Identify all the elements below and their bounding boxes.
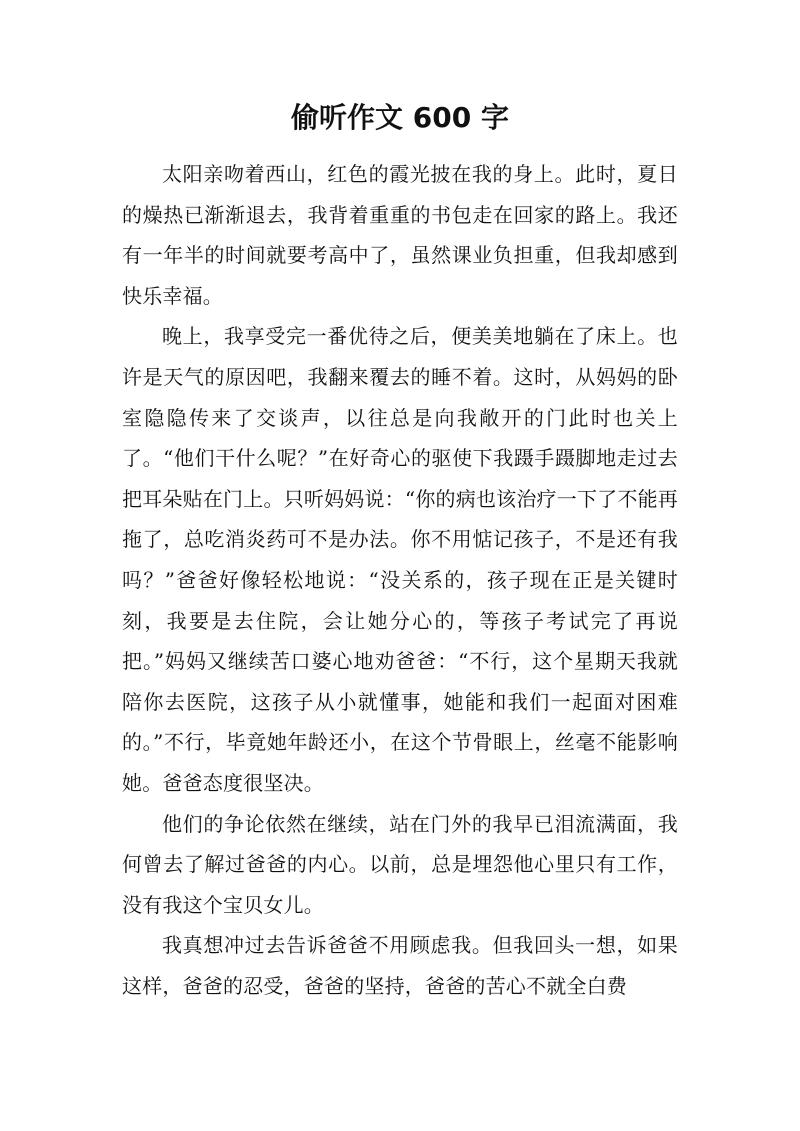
paragraph-1: 太阳亲吻着西山，红色的霞光披在我的身上。此时，夏日的燥热已渐渐退去，我背着重重的书包走在回家的路上。我还有一年半的时间就要考高中了，虽然课业负担重，但我却感到快乐幸福。 — [122, 162, 678, 308]
paragraph-2: 晚上，我享受完一番优待之后，便美美地躺在了床上。也许是天气的原因吧，我翻来覆去的睡不着。这时，从妈妈的卧室隐隐传来了交谈声，以往总是向我敞开的门此时也关上了。“他们干什么呢？”在好奇心的驱使下我蹑手蹑脚地走过去把耳朵贴在门上。只听妈妈说：“你的病也该治疗一下了不能再拖了，总吃消炎药可不是办法。你不用惦记孩子，不是还有我吗？”爸爸好像轻松地说：“没关系的，孩子现在正是关键时刻，我要是去住院，会让她分心的，等孩子考试完了再说把。”妈妈又继续苦口婆心地劝爸爸：“不行，这个星期天我就陪你去医院，这孩子从小就懂事，她能和我们一起面对困难的。”不行，毕竟她年龄还小，在这个节骨眼上，丝毫不能影响她。爸爸态度很坚决。 — [122, 324, 678, 795]
paragraph-4: 我真想冲过去告诉爸爸不用顾虑我。但我回头一想，如果这样，爸爸的忍受，爸爸的坚持，爸爸的苦心不就全白费 — [122, 933, 678, 998]
paragraph-3: 他们的争论依然在继续，站在门外的我早已泪流满面，我何曾去了解过爸爸的内心。以前，总是埋怨他心里只有工作，没有我这个宝贝女儿。 — [122, 811, 678, 917]
document-body — [122, 154, 678, 1006]
document-title: 偷听作文 600 字 — [291, 101, 509, 134]
